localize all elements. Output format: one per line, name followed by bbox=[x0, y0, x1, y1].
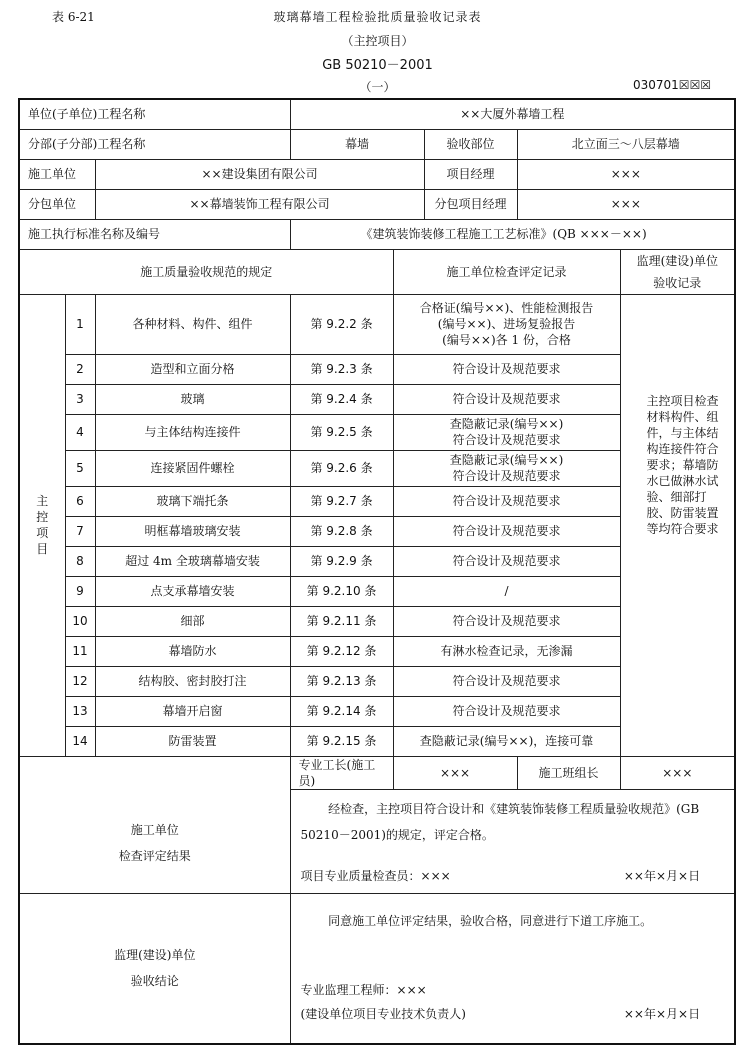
standard-code: GB 50210－2001 bbox=[322, 58, 433, 73]
item-record: 符合设计及规范要求 bbox=[393, 516, 620, 546]
item-number: 2 bbox=[65, 354, 95, 384]
acceptance-form bbox=[18, 98, 734, 1051]
item-record: / bbox=[393, 576, 620, 606]
foreman-value: ××× bbox=[393, 756, 517, 789]
item-record: 查隐蔽记录(编号××)，连接可靠 bbox=[393, 726, 620, 756]
item-clause: 第 9.2.12 条 bbox=[290, 636, 393, 666]
inspector-signature: 项目专业质量检查员：××× bbox=[300, 868, 451, 883]
item-record: 符合设计及规范要求 bbox=[393, 384, 620, 414]
acceptance-part-value: 北立面三～八层幕墙 bbox=[517, 129, 735, 159]
item-record: 合格证(编号××)、性能检测报告 (编号××)、进场复验报告 (编号××)各 1 份，合格 bbox=[393, 294, 620, 354]
item-record: 符合设计及规范要求 bbox=[393, 606, 620, 636]
item-clause: 第 9.2.5 条 bbox=[290, 414, 393, 450]
owner-note: (建设单位项目专业技术负责人) bbox=[300, 1006, 466, 1021]
item-number: 7 bbox=[65, 516, 95, 546]
item-record: 符合设计及规范要求 bbox=[393, 666, 620, 696]
unit-project-label: 单位(子单位)工程名称 bbox=[19, 99, 290, 129]
item-clause: 第 9.2.4 条 bbox=[290, 384, 393, 414]
team-leader-value: ××× bbox=[620, 756, 735, 789]
construction-unit-label: 施工单位 bbox=[19, 159, 95, 189]
item-clause: 第 9.2.3 条 bbox=[290, 354, 393, 384]
result-text: 经检查，主控项目符合设计和《建筑装饰装修工程质量验收规范》(GB 50210－2001)的规定，评定合格。 bbox=[300, 801, 700, 842]
supervision-header-line2: 验收记录 bbox=[653, 275, 702, 290]
form-code: 030701☒☒☒ bbox=[633, 78, 712, 92]
project-manager-value: ××× bbox=[517, 159, 735, 189]
item-number: 1 bbox=[65, 294, 95, 354]
standard-label: 施工执行标准名称及编号 bbox=[19, 219, 290, 249]
item-name: 幕墙开启窗 bbox=[95, 696, 290, 726]
item-name: 细部 bbox=[95, 606, 290, 636]
item-record: 查隐蔽记录(编号××) 符合设计及规范要求 bbox=[393, 450, 620, 486]
item-name: 造型和立面分格 bbox=[95, 354, 290, 384]
item-name: 超过 4m 全玻璃幕墙安装 bbox=[95, 546, 290, 576]
item-number: 6 bbox=[65, 486, 95, 516]
item-number: 14 bbox=[65, 726, 95, 756]
item-clause: 第 9.2.7 条 bbox=[290, 486, 393, 516]
conclusion-content bbox=[290, 893, 735, 1044]
table-row bbox=[19, 294, 735, 354]
item-clause: 第 9.2.15 条 bbox=[290, 726, 393, 756]
conclusion-label: 监理(建设)单位 验收结论 bbox=[19, 893, 290, 1044]
item-record: 符合设计及规范要求 bbox=[393, 486, 620, 516]
item-name: 玻璃下端托条 bbox=[95, 486, 290, 516]
standard-value: 《建筑装饰装修工程施工工艺标准》(QB ×××－××) bbox=[290, 219, 735, 249]
form-subtitle: （主控项目） bbox=[341, 34, 414, 48]
subcontract-unit-label: 分包单位 bbox=[19, 189, 95, 219]
subcontract-manager-value: ××× bbox=[517, 189, 735, 219]
item-name: 连接紧固件螺栓 bbox=[95, 450, 290, 486]
item-clause: 第 9.2.6 条 bbox=[290, 450, 393, 486]
item-name: 幕墙防水 bbox=[95, 636, 290, 666]
item-record: 符合设计及规范要求 bbox=[393, 354, 620, 384]
foreman-label: 专业工长(施工员) bbox=[290, 756, 393, 789]
item-name: 各种材料、构件、组件 bbox=[95, 294, 290, 354]
item-number: 4 bbox=[65, 414, 95, 450]
item-number: 5 bbox=[65, 450, 95, 486]
subcontract-manager-label: 分包项目经理 bbox=[424, 189, 517, 219]
inspection-date: ××年×月×日 bbox=[623, 868, 701, 883]
item-clause: 第 9.2.8 条 bbox=[290, 516, 393, 546]
construction-unit-value: ××建设集团有限公司 bbox=[95, 159, 424, 189]
item-clause: 第 9.2.10 条 bbox=[290, 576, 393, 606]
item-number: 10 bbox=[65, 606, 95, 636]
engineer-signature: 专业监理工程师：××× bbox=[300, 982, 427, 997]
record-column-header: 施工单位检查评定记录 bbox=[393, 249, 620, 294]
item-number: 9 bbox=[65, 576, 95, 606]
item-number: 13 bbox=[65, 696, 95, 726]
item-clause: 第 9.2.9 条 bbox=[290, 546, 393, 576]
conclusion-date: ××年×月×日 bbox=[623, 1006, 701, 1021]
item-number: 8 bbox=[65, 546, 95, 576]
group-label: 主 控 项 目 bbox=[19, 294, 65, 756]
part-number: （一） bbox=[359, 80, 396, 94]
item-name: 防雷装置 bbox=[95, 726, 290, 756]
spec-column-header: 施工质量验收规范的规定 bbox=[19, 249, 393, 294]
item-name: 与主体结构连接件 bbox=[95, 414, 290, 450]
item-number: 3 bbox=[65, 384, 95, 414]
item-record: 符合设计及规范要求 bbox=[393, 546, 620, 576]
item-clause: 第 9.2.2 条 bbox=[290, 294, 393, 354]
item-number: 12 bbox=[65, 666, 95, 696]
item-name: 明框幕墙玻璃安装 bbox=[95, 516, 290, 546]
sub-project-label: 分部(子分部)工程名称 bbox=[19, 129, 290, 159]
item-name: 玻璃 bbox=[95, 384, 290, 414]
item-clause: 第 9.2.13 条 bbox=[290, 666, 393, 696]
item-number: 11 bbox=[65, 636, 95, 666]
item-name: 结构胶、密封胶打注 bbox=[95, 666, 290, 696]
subcontract-unit-value: ××幕墙装饰工程有限公司 bbox=[95, 189, 424, 219]
project-manager-label: 项目经理 bbox=[424, 159, 517, 189]
item-record: 查隐蔽记录(编号××) 符合设计及规范要求 bbox=[393, 414, 620, 450]
supervision-record: 主控项目检查材料构件、组件，与主体结构连接件符合要求；幕墙防水已做淋水试验、细部打胶、防雷装置等均符合要求 bbox=[620, 294, 735, 756]
item-record: 有淋水检查记录，无渗漏 bbox=[393, 636, 620, 666]
item-clause: 第 9.2.14 条 bbox=[290, 696, 393, 726]
conclusion-text: 同意施工单位评定结果，验收合格，同意进行下道工序施工。 bbox=[328, 913, 653, 928]
unit-project-value: ××大厦外幕墙工程 bbox=[290, 99, 735, 129]
table-number: 表 6-21 bbox=[52, 10, 95, 24]
item-name: 点支承幕墙安装 bbox=[95, 576, 290, 606]
result-content bbox=[290, 789, 735, 893]
result-label: 施工单位 检查评定结果 bbox=[19, 756, 290, 893]
form-title: 玻璃幕墙工程检验批质量验收记录表 bbox=[273, 10, 482, 24]
supervision-header-line1: 监理(建设)单位 bbox=[636, 253, 718, 268]
supervision-column-header bbox=[620, 249, 735, 294]
item-clause: 第 9.2.11 条 bbox=[290, 606, 393, 636]
item-record: 符合设计及规范要求 bbox=[393, 696, 620, 726]
team-leader-label: 施工班组长 bbox=[517, 756, 620, 789]
sub-project-value: 幕墙 bbox=[290, 129, 424, 159]
acceptance-part-label: 验收部位 bbox=[424, 129, 517, 159]
